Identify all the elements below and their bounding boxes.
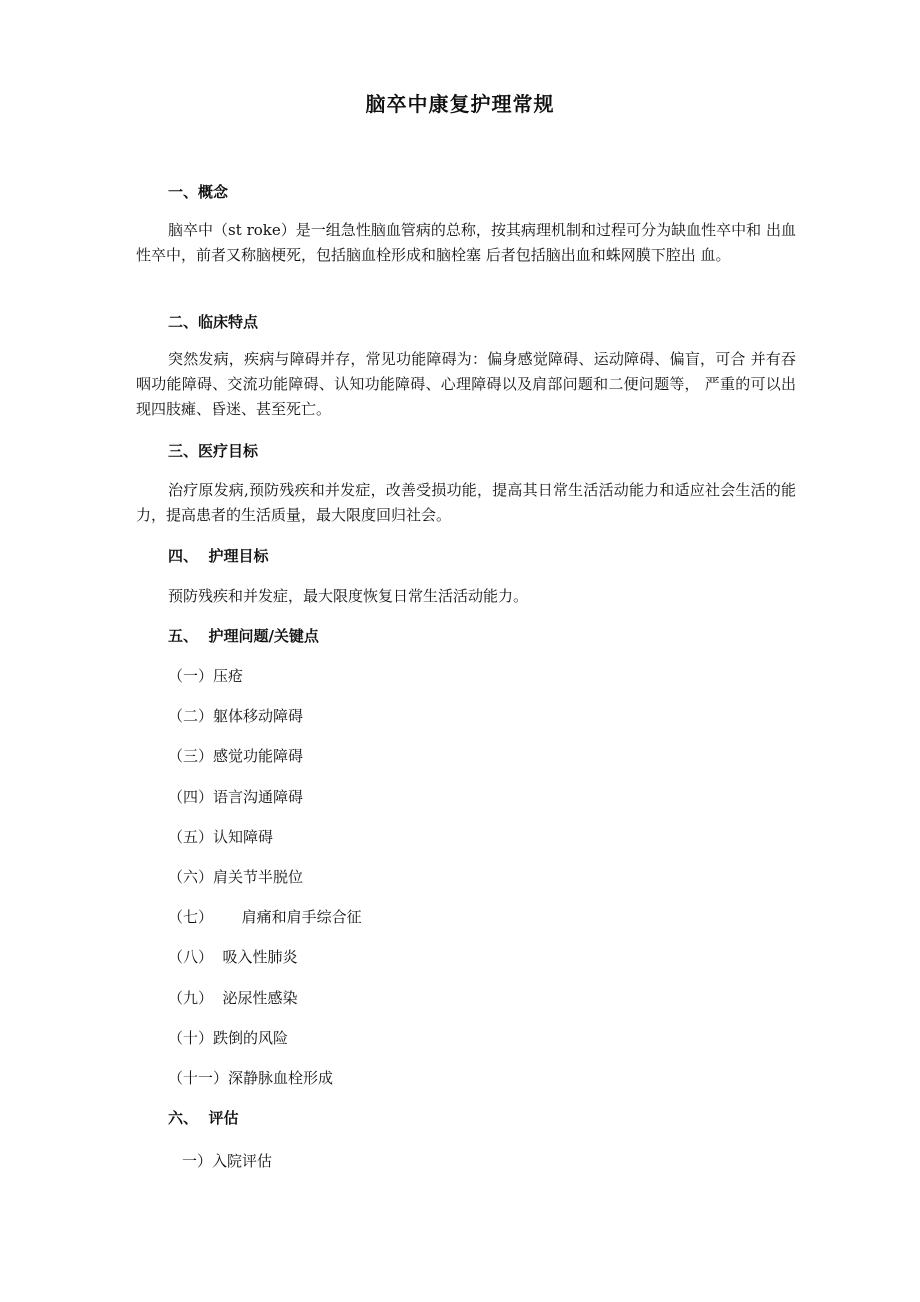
list-item: 一）入院评估 [182, 1152, 273, 1170]
section-heading-medical-goals: 三、医疗目标 [168, 442, 259, 460]
list-item: （四）语言沟通障碍 [168, 788, 304, 806]
section-paragraph-concept: 脑卒中（st roke）是一组急性脑血管病的总称，按其病理机制和过程可分为缺血性卒中和 出血性卒中，前者又称脑梗死，包括脑血栓形成和脑栓塞 后者包括脑出血和蛛网膜下腔出 血。 [136, 221, 796, 264]
list-item: （五）认知障碍 [168, 828, 274, 846]
list-item: （十一）深静脉血栓形成 [168, 1069, 334, 1087]
section-heading-nursing-problems: 五、 护理问题/关键点 [168, 627, 319, 645]
list-item: （六）肩关节半脱位 [168, 868, 304, 886]
list-item: （七） 肩痛和肩手综合征 [168, 908, 362, 926]
document-title: 脑卒中康复护理常规 [365, 92, 555, 116]
section-paragraph-clinical-features: 突然发病，疾病与障碍并存，常见功能障碍为：偏身感觉障碍、运动障碍、偏盲，可合 并有吞咽功能障碍、交流功能障碍、认知功能障碍、心理障碍以及肩部问题和二便问题等， 严重的可以出现四肢瘫、昏迷、甚至死亡。 [136, 350, 796, 418]
list-item: （十）跌倒的风险 [168, 1029, 289, 1047]
section-heading-clinical-features: 二、临床特点 [168, 313, 259, 331]
list-item: （八） 吸入性肺炎 [168, 948, 298, 966]
section-heading-nursing-goals: 四、 护理目标 [168, 547, 269, 565]
list-item: （二）躯体移动障碍 [168, 707, 304, 725]
section-paragraph-nursing-goals: 预防残疾和并发症，最大限度恢复日常生活活动能力。 [168, 587, 529, 605]
list-item: （三）感觉功能障碍 [168, 747, 304, 765]
list-item: （一）压疮 [168, 667, 244, 685]
section-heading-assessment: 六、 评估 [168, 1109, 239, 1127]
list-item: （九） 泌尿性感染 [168, 989, 298, 1007]
section-heading-concept: 一、概念 [168, 183, 229, 201]
section-paragraph-medical-goals: 治疗原发病,预防残疾和并发症，改善受损功能，提高其日常生活活动能力和适应社会生活的能力，提高患者的生活质量，最大限度回归社会。 [136, 481, 796, 524]
